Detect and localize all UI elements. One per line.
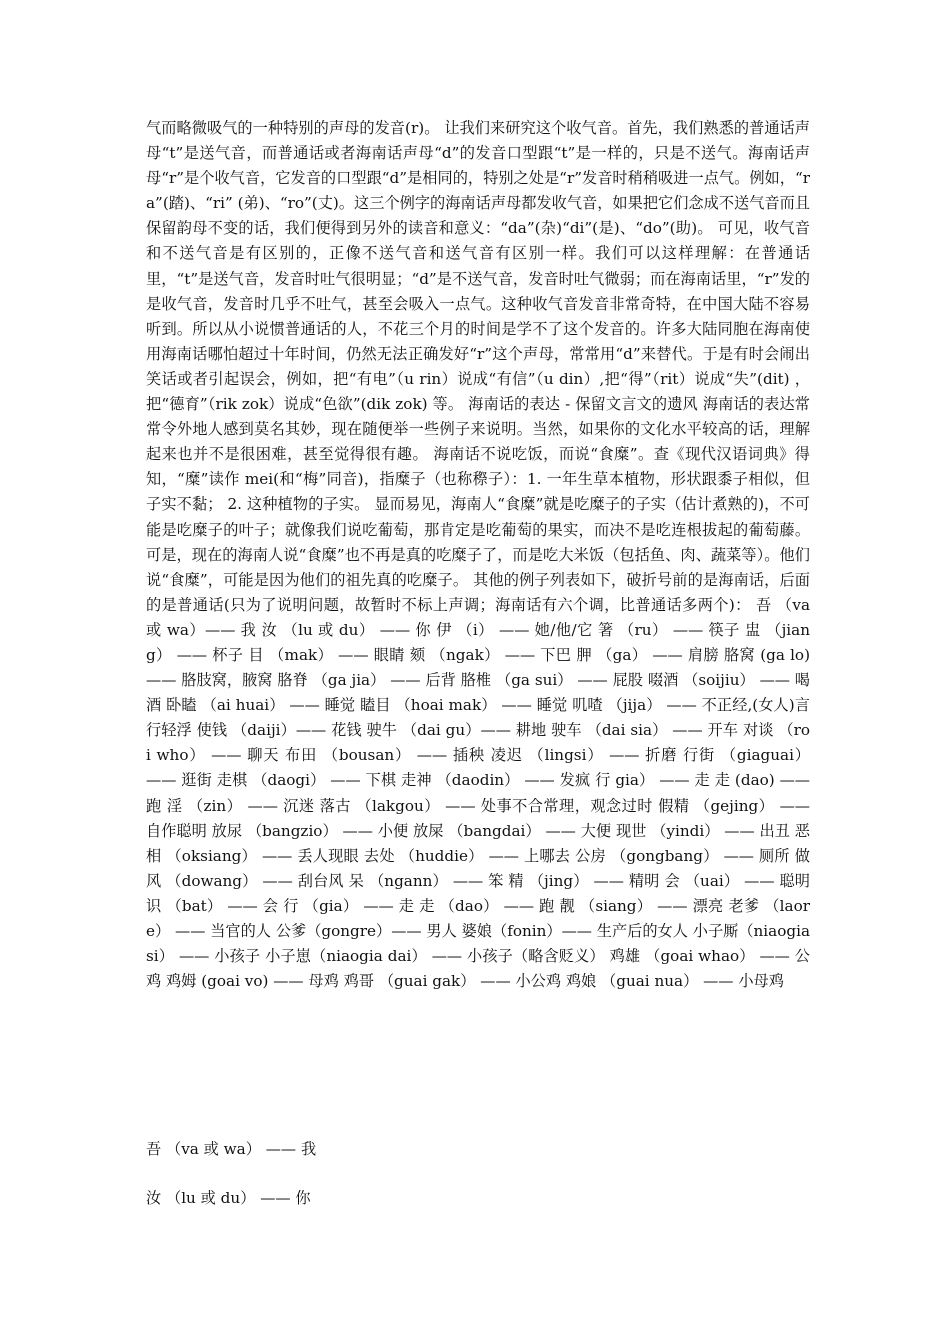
vocab-entry: 吾 （va 或 wa） —— 我 [146, 1140, 317, 1158]
vocab-entry: 汝 （lu 或 du） —— 你 [146, 1189, 311, 1207]
body-paragraph: 气而略微吸气的一种特别的声母的发音(r)。 让我们来研究这个收气音。首先，我们熟悉的普通话声母“t”是送气音，而普通话或者海南话声母“d”的发音口型跟“t”是一样的，只是不送气。海南话声母“r”是个收气音，它发音的口型跟“d”是相同的，特别之处是“r”发音时稍稍吸进一点气。例如，“ra”(踏)、“ri” (弟)、“ro”(丈)。这三个例字的海南话声母都发收气音，如果把它们念成不送气音而且保留韵母不变的话，我们便得到另外的读音和意义：“da”(杂)“di”(是)、“do”(助)。 可见，收气音和不送气音是有区别的，正像不送气音和送气音有区别一样。我们可以这样理解：在普通话里，“t”是送气音，发音时吐气很明显；“d”是不送气音，发音时吐气微弱；而在海南话里，“r”发的是收气音，发音时几乎不吐气，甚至会吸入一点气。这种收气音发音非常奇特，在中国大陆不容易听到。所以从小说惯普通话的人，不花三个月的时间是学不了这个发音的。许多大陆同胞在海南使用海南话哪怕超过十年时间，仍然无法正确发好“r”这个声母，常常用“d”来替代。于是有时会闹出笑话或者引起误会，例如，把“有电”（u rin）说成“有信”（u din）,把“得”（rit）说成“失”(dit) ，把“德育”（rik zok）说成“色欲”(dik zok) 等。 海南话的表达 - 保留文言文的遗风 海南话的表达常常令外地人感到莫名其妙，现在随便举一些例子来说明。当然，如果你的文化水平较高的话，理解起来也并不是很困难，甚至觉得很有趣。 海南话不说吃饭，而说“食糜”。查《现代汉语词典》得知，“糜”读作 mei(和“梅”同音)，指糜子（也称穄子）：1. 一年生草本植物，形状跟黍子相似，但子实不黏； 2. 这种植物的子实。 显而易见，海南人“食糜”就是吃糜子的子实（估计煮熟的)，不可能是吃糜子的叶子；就像我们说吃葡萄，那肯定是吃葡萄的果实，而决不是吃连根拔起的葡萄藤。可是，现在的海南人说“食糜”也不再是真的吃糜子了，而是吃大米饭（包括鱼、肉、蔬菜等）。他们说“食糜”，可能是因为他们的祖先真的吃糜子。 其他的例子列表如下，破折号前的是海南话，后面的是普通话(只为了说明问题，故暂时不标上声调；海南话有六个调，比普通话多两个)： 吾 （va 或 wa）—— 我 汝 （lu 或 du） —— 你 伊 （i） —— 她/他/它 箸 （ru） —— 筷子 盅 （jiang） —— 杯子 目 （mak） —— 眼睛 颏 （ngak） —— 下巴 胛 （ga） —— 肩膀 胳窝 (ga lo) —— 胳肢窝，腋窝 胳脊 （ga jia） —— 后背 胳椎 （ga sui） —— 屁股 啜酒 （soijiu） —— 喝酒 卧瞌 （ai huai） —— 睡觉 瞌目 （hoai mak） —— 睡觉 叽喳 （jija） —— 不正经,(女人)言行轻浮 使钱 （daiji）—— 花钱 驶牛 （dai gu）—— 耕地 驶车 （dai sia） —— 开车 对谈 （roi who） —— 聊天 布田 （bousan） —— 插秧 凌迟 （lingsi） —— 折磨 行街 （giaguai） —— 逛街 走棋 （daogi） —— 下棋 走神 （daodin） —— 发疯 行 gia） —— 走 走 (dao) —— 跑 淫 （zin） —— 沉迷 落古 （lakgou） —— 处事不合常理，观念过时 假精 （gejing） —— 自作聪明 放尿 （bangzio） —— 小便 放屎 （bangdai） —— 大便 现世 （yindi） —— 出丑 恶相 （oksiang） —— 丢人现眼 去处 （huddie） —— 上哪去 公房 （gongbang） —— 厕所 做风 （dowang） —— 刮台风 呆 （ngann） —— 笨 精 （jing） —— 精明 会 （uai） —— 聪明 识 （bat） —— 会 行 （gia） —— 走 走 （dao） —— 跑 靓 （siang） —— 漂亮 老爹 （laore） —— 当官的人 公爹（gongre）—— 男人 婆娘（fonin）—— 生产后的女人 小子厮（niaogiasi） —— 小孩子 小子崽（niaogia dai） —— 小孩子（略含贬义） 鸡雄 （goai whao） —— 公鸡 鸡姆 (goai vo) —— 母鸡 鸡哥 （guai gak） —— 小公鸡 鸡娘 （guai nua） —— 小母鸡 [146, 119, 810, 991]
